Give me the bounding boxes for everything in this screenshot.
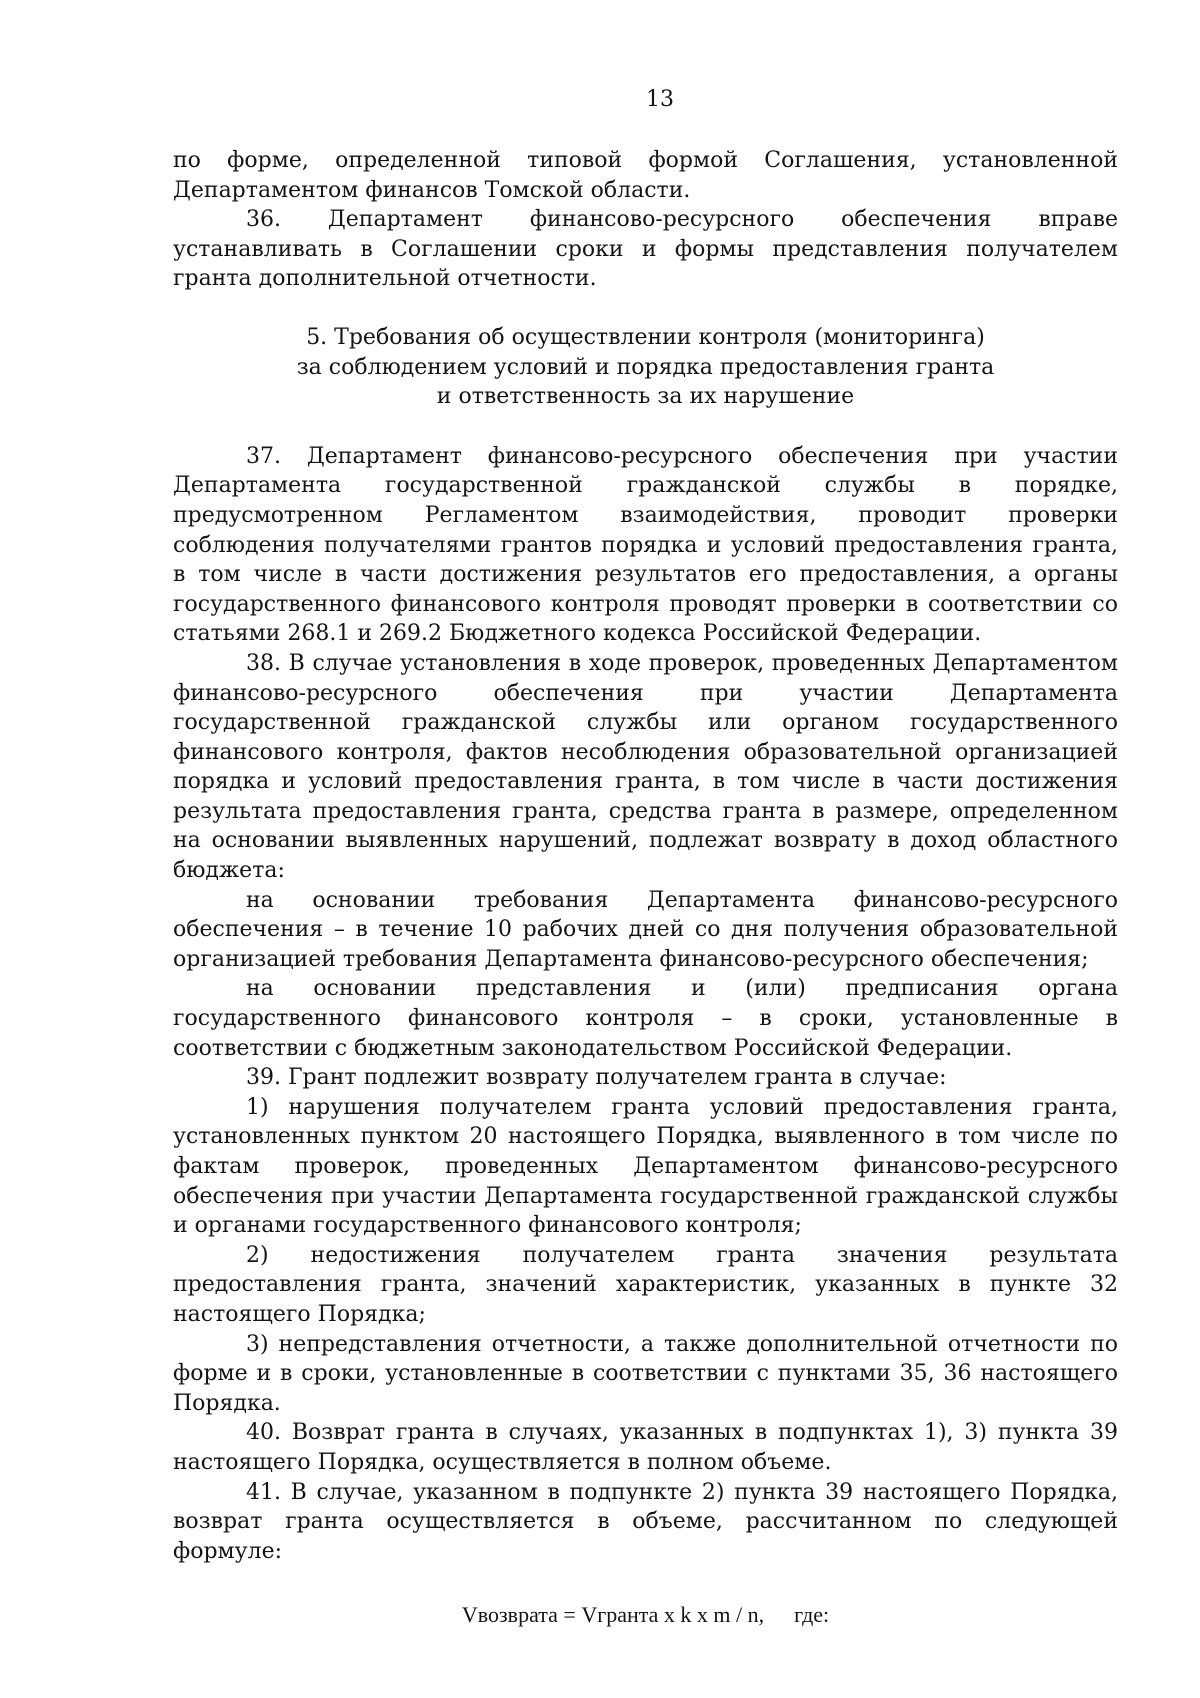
paragraph-38-demand: на основании требования Департамента финансово-ресурсного обеспечения – в течение 10 рабочих дней со дня получения образовательной организацией требования Департамента финансово-ресурсного обеспечения; (173, 887, 1118, 972)
section-heading-line-1: 5. Требования об осуществлении контроля (мониторинга) (306, 324, 985, 350)
page-number: 13 (646, 87, 674, 112)
paragraph-39-item-2: 2) недостижения получателем гранта значения результата предоставления гранта, значений характеристик, указанных в пункте 32 настоящего Порядка; (173, 1242, 1118, 1327)
paragraph-37: 37. Департамент финансово-ресурсного обеспечения при участии Департамента государственной гражданской службы в порядке, предусмотренном Регламентом взаимодействия, проводит проверки соблюдения получателями грантов порядка и условий предоставления гранта, в том числе в части достижения результатов его предоставления, а органы государственного финансового контроля проводят проверки в соответствии со статьями 268.1 и 269.2 Бюджетного кодекса Российской Федерации. (173, 443, 1118, 647)
section-heading-line-2: за соблюдением условий и порядка предоставления гранта (296, 354, 995, 380)
paragraph-39-item-3: 3) непредставления отчетности, а также дополнительной отчетности по форме и в сроки, установленные в соответствии с пунктами 35, 36 настоящего Порядка. (173, 1331, 1118, 1416)
paragraph-39-item-1: 1) нарушения получателем гранта условий предоставления гранта, установленных пунктом 20 настоящего Порядка, выявленного в том числе по фактам проверок, проведенных Департаментом финансово-ресурсного обеспечения при участии Департамента государственной гражданской службы и органами государственного финансового контроля; (173, 1094, 1118, 1239)
paragraph-41: 41. В случае, указанном в подпункте 2) пункта 39 настоящего Порядка, возврат гранта осуществляется в объеме, рассчитанном по следующей формуле: (173, 1479, 1118, 1564)
paragraph-38: 38. В случае установления в ходе проверок, проведенных Департаментом финансово-ресурсного обеспечения при участии Департамента государственной гражданской службы или органом государственного финансового контроля, фактов несоблюдения образовательной организацией порядка и условий предоставления гранта, в том числе в части достижения результата предоставления гранта, средства гранта в размере, определенном на основании выявленных нарушений, подлежат возврату в доход областного бюджета: (173, 650, 1118, 884)
paragraph-continuation: по форме, определенной типовой формой Соглашения, установленной Департаментом финансов Томской области. (173, 148, 1118, 203)
section-heading-line-3: и ответственность за их нарушение (436, 384, 855, 410)
document-body (173, 146, 1118, 1630)
formula-where: где: (794, 1602, 830, 1628)
formula-expression: Vвозврата = Vгранта x k x m / n, (461, 1602, 765, 1628)
paragraph-36: 36. Департамент финансово-ресурсного обеспечения вправе устанавливать в Соглашении сроки и формы представления получателем гранта дополнительной отчетности. (173, 207, 1118, 292)
paragraph-39: 39. Грант подлежит возврату получателем гранта в случае: (246, 1065, 947, 1091)
paragraph-40: 40. Возврат гранта в случаях, указанных в подпунктах 1), 3) пункта 39 настоящего Порядка, осуществляется в полном объеме. (173, 1420, 1118, 1475)
section-heading (173, 323, 1118, 412)
paragraph-38-order: на основании представления и (или) предписания органа государственного финансового контроля – в сроки, установленные в соответствии с бюджетным законодательством Российской Федерации. (173, 976, 1118, 1061)
refund-formula (173, 1600, 1118, 1630)
